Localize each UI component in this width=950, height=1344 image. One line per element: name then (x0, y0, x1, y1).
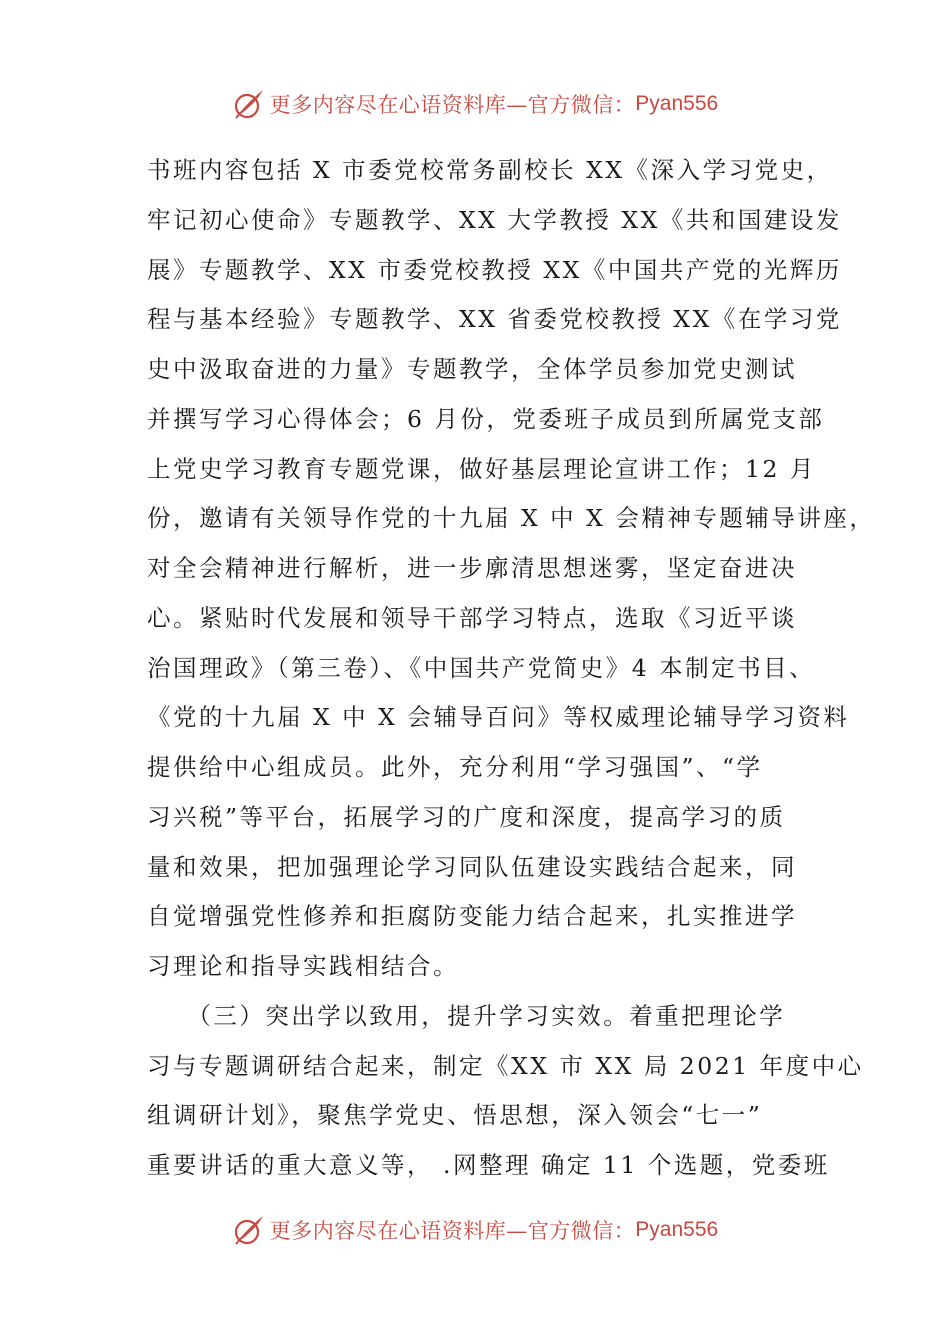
body-line: 上党史学习教育专题党课，做好基层理论宣讲工作；12 月 (147, 454, 816, 483)
body-line: 书班内容包括 X 市委党校常务副校长 XX《深入学习党史， (147, 156, 833, 184)
body-line: 《党的十九届 X 中 X 会辅导百问》等权威理论辅导学习资料 (147, 703, 850, 732)
body-line: 提供给中心组成员。此外，充分利用“学习强国”、“学 (147, 753, 763, 781)
quill-logo-icon (232, 87, 266, 121)
body-line: 习与专题调研结合起来，制定《XX 市 XX 局 2021 年度中心 (147, 1051, 864, 1080)
body-line: （三）突出学以致用，提升学习实效。着重把理论学 (147, 1001, 786, 1030)
body-line: 牢记初心使命》专题教学、XX 大学教授 XX《共和国建设发 (147, 205, 842, 234)
body-line: 习兴税”等平台，拓展学习的广度和深度，提高学习的质 (147, 802, 786, 831)
body-line: 份，邀请有关领导作党的十九届 X 中 X 会精神专题辅导讲座， (147, 504, 876, 533)
body-line: 自觉增强党性修养和拒腐防变能力结合起来，扎实推进学 (147, 902, 797, 931)
body-line: 展》专题教学、XX 市委党校教授 XX《中国共产党的光辉历 (147, 255, 842, 284)
body-line: 并撰写学习心得体会；6 月份，党委班子成员到所属党支部 (147, 404, 825, 433)
body-line: 组调研计划》，聚焦学党史、悟思想，深入领会“七一” (147, 1101, 763, 1130)
body-line: 史中汲取奋进的力量》专题教学，全体学员参加党史测试 (147, 355, 797, 383)
body-line: 程与基本经验》专题教学、XX 省委党校教授 XX《在学习党 (147, 305, 842, 334)
banner-text: 更多内容尽在心语资料库—官方微信： (269, 1219, 636, 1243)
body-line: 治国理政》（第三卷）、《中国共产党简史》4 本制定书目、 (147, 653, 816, 682)
quill-logo-icon (232, 1213, 266, 1247)
banner-wechat-id: Pyan556 (635, 92, 719, 115)
body-line: 心。紧贴时代发展和领导干部学习特点，选取《习近平谈 (147, 603, 797, 632)
banner-text: 更多内容尽在心语资料库—官方微信： (269, 93, 636, 117)
body-line: 量和效果，把加强理论学习同队伍建设实践结合起来，同 (147, 852, 797, 881)
footer-banner (0, 1210, 950, 1250)
banner-wechat-id: Pyan556 (635, 1218, 719, 1241)
body-line: 对全会精神进行解析，进一步廓清思想迷雾，坚定奋进决 (147, 554, 797, 582)
body-line: 重要讲话的重大意义等， .网整理 确定 11 个选题，党委班 (147, 1151, 830, 1179)
body-line: 习理论和指导实践相结合。 (147, 952, 459, 980)
header-banner (0, 84, 950, 124)
document-body (147, 146, 876, 1191)
